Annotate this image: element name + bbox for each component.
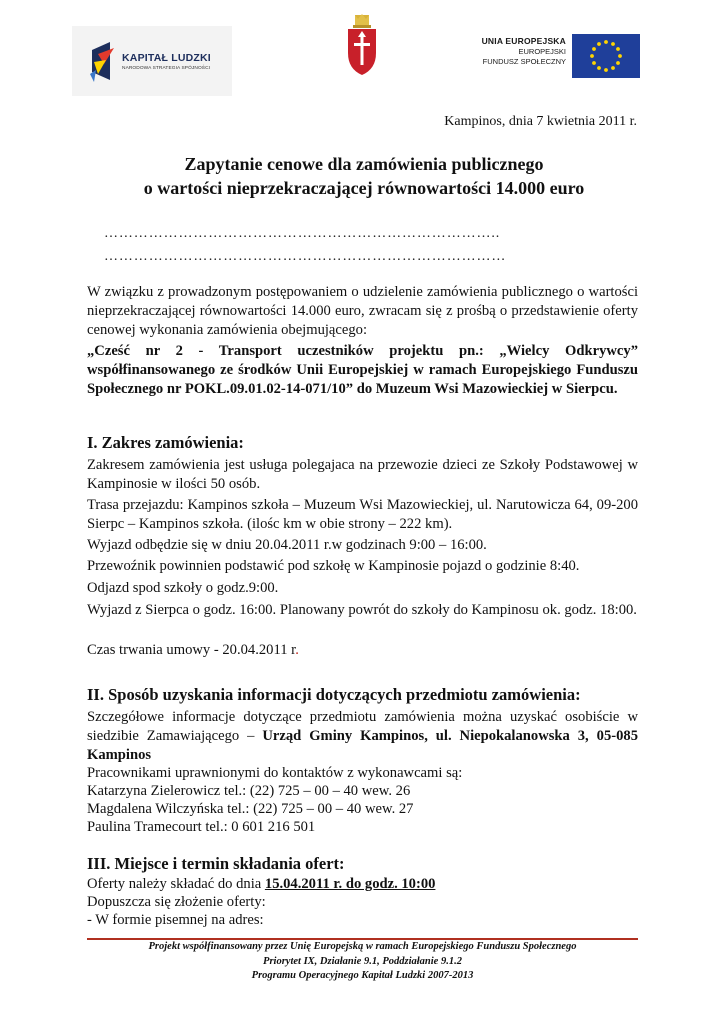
footer-line2: Priorytet IX, Działanie 9.1, Poddziałanie 9.1.2 xyxy=(263,955,462,967)
section-1-route: Trasa przejazdu: Kampinos szkoła – Muzeum Wsi Mazowieckiej, ul. Narutowicza 64, 09-200 Sierpc – Kampinos szkoła. (ilośc km w obie strony – 222 km). xyxy=(87,497,638,532)
addressee-placeholder-line1: …………………………………………………………………….. xyxy=(104,226,501,241)
section-3-allowed: Dopuszcza się złożenie oferty: xyxy=(87,894,266,910)
section-2-office-address: Urząd Gminy Kampinos, ul. Niepokalanowska 3, 05-085 Kampinos xyxy=(87,728,638,763)
section-1-departure-date: Wyjazd odbędzie się w dniu 20.04.2011 r.w godzinach 9:00 – 16:00. xyxy=(87,537,487,553)
eu-flag-icon xyxy=(572,34,640,78)
footer xyxy=(87,940,638,984)
municipal-crest-icon xyxy=(345,13,379,77)
eu-logo xyxy=(468,32,640,80)
footer-line1: Projekt współfinansowany przez Unię Europejską w ramach Europejskiego Funduszu Społecznego xyxy=(148,941,577,952)
section-1-contract-duration: Czas trwania umowy - 20.04.2011 r. xyxy=(87,642,299,658)
section-1-pickup-time: Przewoźnik powinnien podstawić pod szkołę w Kampinosie pojazd o godzinie 8:40. xyxy=(87,558,580,574)
eu-fund-line1: EUROPEJSKI xyxy=(518,47,566,56)
section-1-return: Wyjazd z Sierpca o godz. 16:00. Planowany powrót do szkoły do Kampinosu ok. godz. 18:00. xyxy=(87,602,637,618)
document-title-line2: o wartości nieprzekraczającej równowartości 14.000 euro xyxy=(143,178,585,198)
section-2-heading: II. Sposób uzyskania informacji dotyczących przedmiotu zamówienia: xyxy=(87,685,581,704)
eu-title: UNIA EUROPEJSKA xyxy=(481,36,566,46)
contact-zielerowicz: Katarzyna Zielerowicz tel.: (22) 725 – 00 – 40 wew. 26 xyxy=(87,783,411,799)
contact-wilczynska: Magdalena Wilczyńska tel.: (22) 725 – 00 – 40 wew. 27 xyxy=(87,801,414,817)
eu-fund-line2: FUNDUSZ SPOŁECZNY xyxy=(482,57,566,66)
intro-paragraph: W związku z prowadzonym postępowaniem o udzielenie zamówienia publicznego o wartości nieprzekraczającej równowartości 14.000 euro, zwracam się z prośbą o przedstawienie oferty cenowej wykonania zamówienia obejmującego: xyxy=(87,284,638,338)
section-2-contacts-intro: Pracownikami uprawnionymi do kontaktów z wykonawcami są: xyxy=(87,765,463,781)
section-2-info: Szczegółowe informacje dotyczące przedmiotu zamówienia można uzyskać osobiście w siedzibie Zamawiającego – Urząd Gminy Kampinos, ul. Niepokalanowska 3, 05-085 Kampinos xyxy=(87,709,638,763)
document-title-line1: Zapytanie cenowe dla zamówienia publicznego xyxy=(184,154,544,174)
section-3-heading: III. Miejsce i termin składania ofert: xyxy=(87,854,345,873)
section-3-deadline: Oferty należy składać do dnia 15.04.2011 r. do godz. 10:00 xyxy=(87,876,436,892)
contact-tramecourt: Paulina Tramecourt tel.: 0 601 216 501 xyxy=(87,819,316,835)
footer-line3: Programu Operacyjnego Kapitał Ludzki 2007-2013 xyxy=(251,970,474,981)
kapital-ludzki-logo xyxy=(72,26,232,96)
document-date: Kampinos, dnia 7 kwietnia 2011 r. xyxy=(444,114,637,129)
section-1-heading: I. Zakres zamówienia: xyxy=(87,433,244,452)
deadline-date: 15.04.2011 r. do godz. 10:00 xyxy=(264,876,436,892)
intro-subject: „Cześć nr 2 - Transport uczestników projektu pn.: „Wielcy Odkrywcy” współfinansowanego ze środków Unii Europejskiej w ramach Europejskiego Funduszu Społecznego nr POKL.09.01.02-14-071/10” do Muzeum Wsi Mazowieckiej w Sierpcu. xyxy=(87,343,638,397)
section-1-scope: Zakresem zamówienia jest usługa polegajaca na przewozie dzieci ze Szkoły Podstawowej w Kampinosie w ilości 50 osób. xyxy=(87,457,638,492)
section-3-written-form: - W formie pisemnej na adres: xyxy=(87,912,264,928)
kapital-ludzki-subtitle: NARODOWA STRATEGIA SPÓJNOŚCI xyxy=(122,66,211,71)
kapital-ludzki-title: KAPITAŁ LUDZKI xyxy=(122,52,211,64)
kapital-ludzki-mark-icon xyxy=(88,40,118,84)
section-1-departure-time: Odjazd spod szkoły o godz.9:00. xyxy=(87,580,279,596)
addressee-placeholder-line2: ……………………………………………………………………… xyxy=(104,249,507,264)
